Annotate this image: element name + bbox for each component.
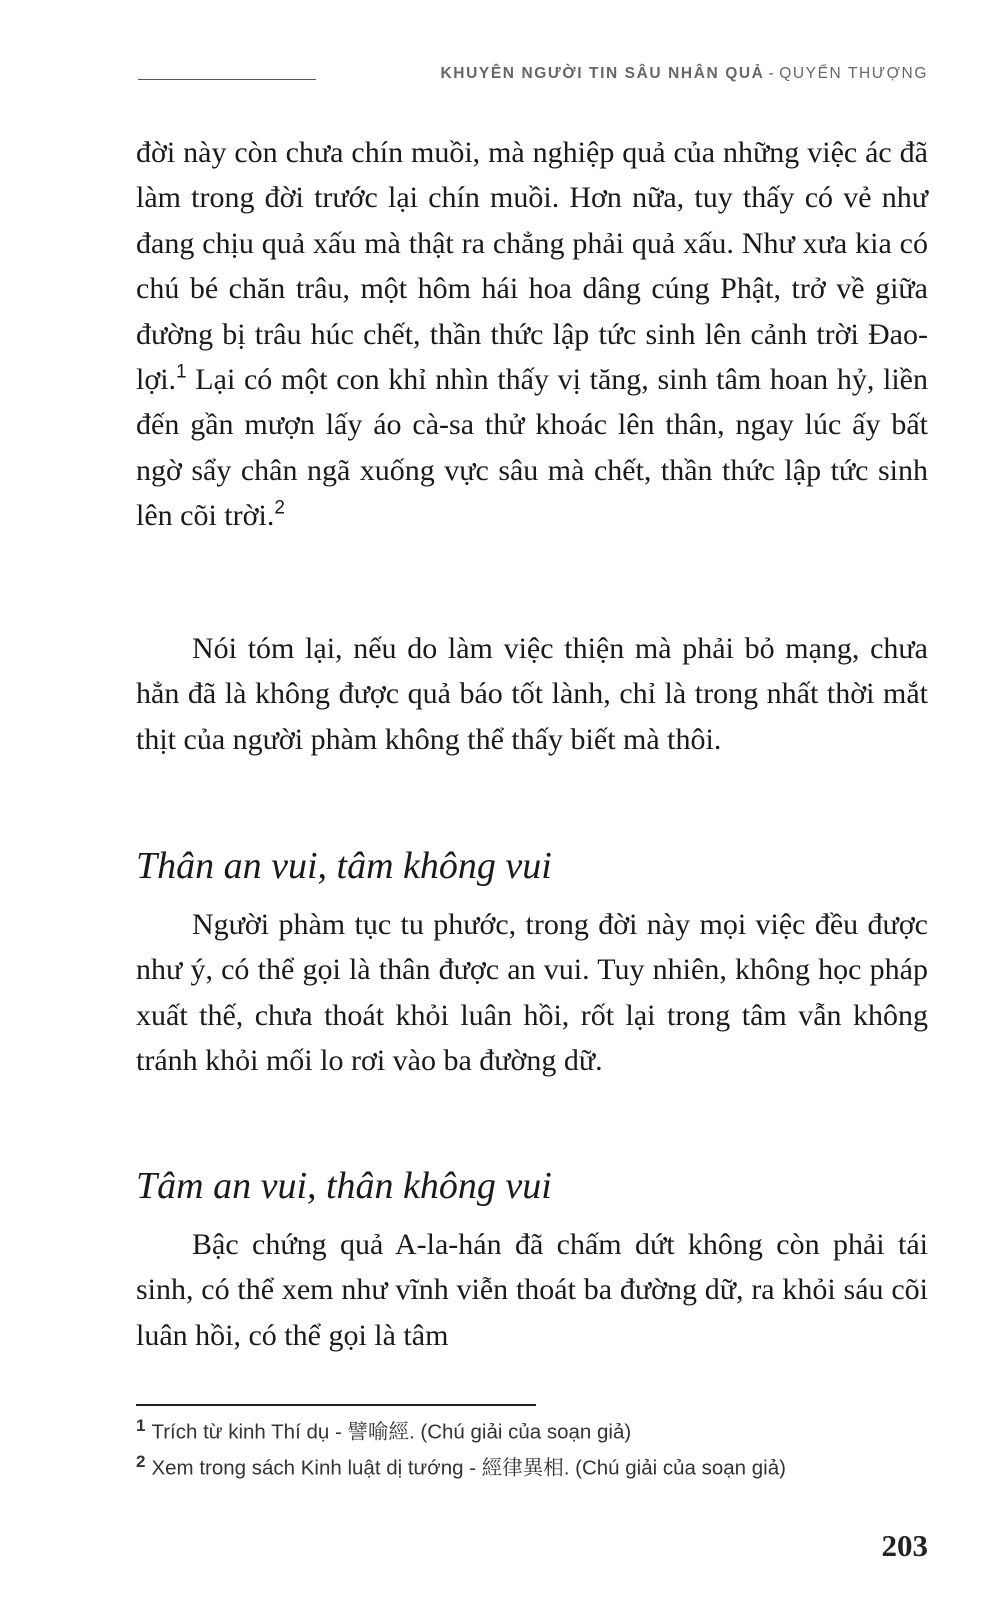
footnote-rule [136, 1404, 536, 1406]
footnote-ref-2: 2 [274, 497, 285, 519]
header-text [441, 65, 929, 83]
paragraph-1 [136, 130, 928, 539]
header-book-title: KHUYÊN NGƯỜI TIN SÂU NHÂN QUẢ [440, 65, 765, 82]
footnote-2-text: Xem trong sách Kinh luật dị tướng - 經律異相. (Chú giải của soạn giả) [151, 1456, 786, 1480]
section-1-paragraph: Người phàm tục tu phước, trong đời này mọi việc đều được như ý, có thể gọi là thân được an vui. Tuy nhiên, không học pháp xuất thế, chưa thoát khỏi luân hồi, rốt lại trong tâm vẫn không tránh khỏi mối lo rơi vào ba đường dữ. [136, 908, 928, 1078]
running-header [138, 62, 928, 86]
paragraph-2: Nói tóm lại, nếu do làm việc thiện mà phải bỏ mạng, chưa hẳn đã là không được quả báo tốt lành, chỉ là trong nhất thời mắt thịt của người phàm không thể thấy biết mà thôi. [136, 632, 928, 756]
footnote-1-text: Trích từ kinh Thí dụ - 譬喻經. (Chú giải của soạn giả) [151, 1420, 632, 1444]
page-number: 203 [881, 1528, 928, 1563]
paragraph-1-text-b: Lại có một con khỉ nhìn thấy vị tăng, sinh tâm hoan hỷ, liền đến gần mượn lấy áo cà-sa thử khoác lên thân, ngay lúc ấy bất ngờ sẩy chân ngã xuống vực sâu mà chết, thần thức lập tức sinh lên cõi trời. [136, 363, 928, 533]
paragraph-1-text-a: đời này còn chưa chín muồi, mà nghiệp quả của những việc ác đã làm trong đời trước lại chín muồi. Hơn nữa, tuy thấy có vẻ như đang chịu quả xấu mà thật ra chẳng phải quả xấu. Như xưa kia có chú bé chăn trâu, một hôm hái hoa dâng cúng Phật, trở về giữa đường bị trâu húc chết, thần thức lập tức sinh lên cảnh trời Đao-lợi. [136, 136, 928, 397]
footnote-1 [136, 1412, 936, 1447]
footnote-2 [136, 1448, 936, 1483]
section-heading-1: Thân an vui, tâm không vui [136, 845, 552, 887]
header-volume: QUYỂN THƯỢNG [779, 65, 928, 82]
footnote-ref-1: 1 [176, 361, 187, 383]
header-rule [138, 79, 316, 80]
header-separator: - [768, 65, 776, 82]
footnote-2-number: 2 [136, 1452, 146, 1471]
section-heading-2: Tâm an vui, thân không vui [136, 1165, 552, 1207]
footnote-1-number: 1 [136, 1416, 146, 1435]
section-2-paragraph: Bậc chứng quả A-la-hán đã chấm dứt không còn phải tái sinh, có thể xem như vĩnh viễn thoát ba đường dữ, ra khỏi sáu cõi luân hồi, có thể gọi là tâm [136, 1228, 928, 1352]
